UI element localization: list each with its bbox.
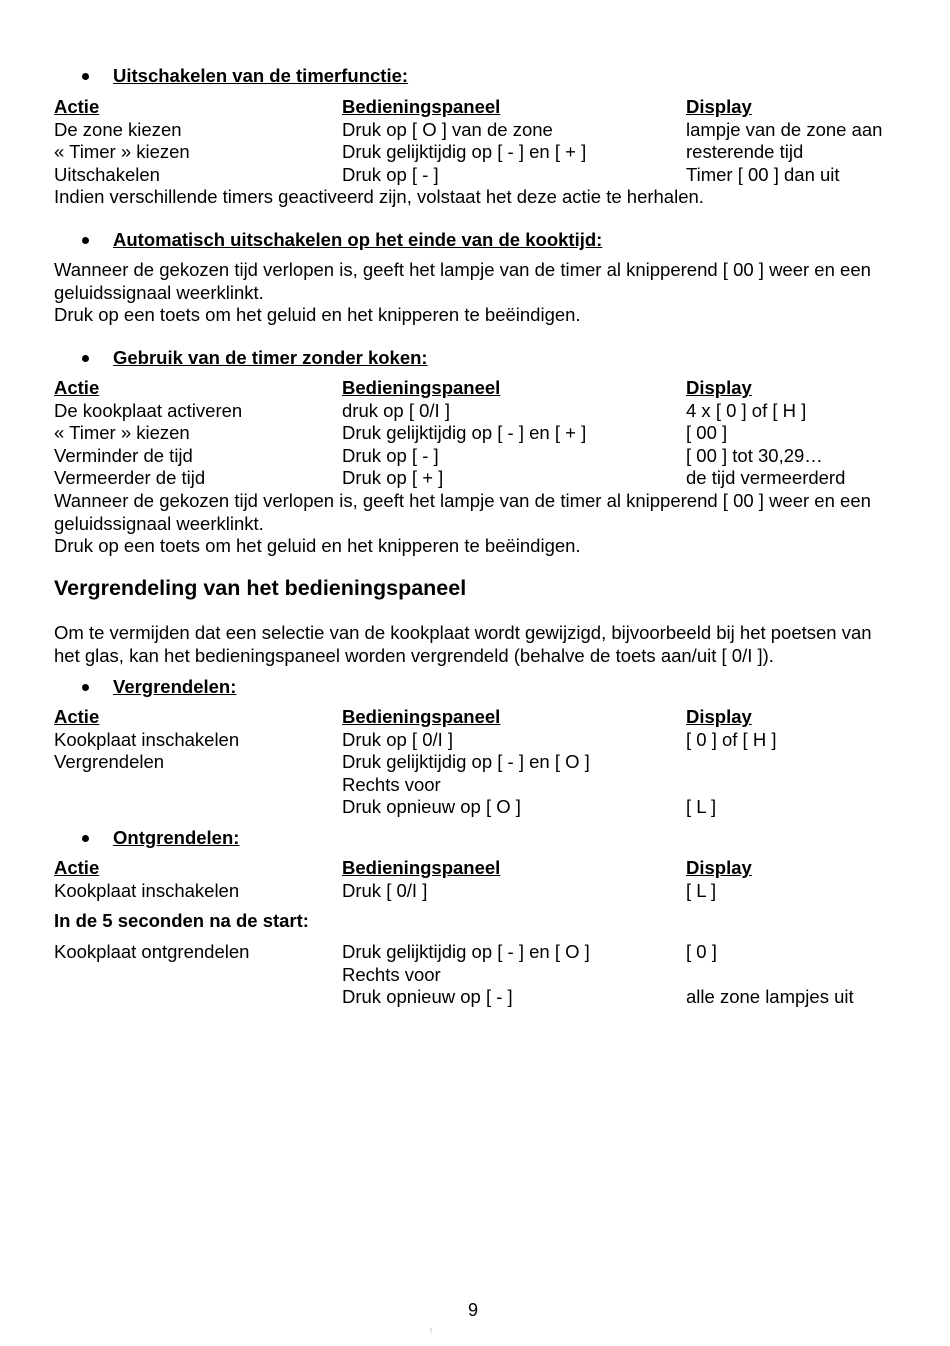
table-cell: Druk opnieuw op [ O ] [342,796,521,817]
table-cell: « Timer » kiezen [54,422,190,443]
col-header-display: Display [686,857,752,878]
table-cell: druk op [ 0/I ] [342,400,450,421]
heading-auto-off: Automatisch uitschakelen op het einde van de kooktijd: [113,229,603,250]
col-header-bedieningspaneel: Bedieningspaneel [342,857,501,878]
paragraph: Wanneer de gekozen tijd verlopen is, geeft het lampje van de timer al knipperend [ 00 ] weer en een geluidssignaal weerklinkt. [54,259,871,303]
table-cell: alle zone lampjes uit [686,986,854,1007]
table-cell: « Timer » kiezen [54,141,190,162]
bullet-icon [82,835,89,842]
table-cell: de tijd vermeerderd [686,467,846,488]
paragraph: Druk op een toets om het geluid en het knipperen te beëindigen. [54,535,581,556]
page-number: 9 [468,1300,479,1320]
table-cell: De zone kiezen [54,119,182,140]
col-header-display: Display [686,377,752,398]
paragraph: Wanneer de gekozen tijd verlopen is, geeft het lampje van de timer al knipperend [ 00 ] weer en een geluidssignaal weerklinkt. [54,490,871,534]
table-cell: [ 00 ] tot 30,29… [686,445,823,466]
col-header-actie: Actie [54,857,100,878]
table-cell: [ L ] [686,880,717,901]
unlock-subheading: In de 5 seconden na de start: [54,910,309,931]
footer-mark: ! [430,1328,432,1335]
col-header-bedieningspaneel: Bedieningspaneel [342,377,501,398]
col-header-actie: Actie [54,706,100,727]
table-cell: Rechts voor [342,774,441,795]
table-cell: Druk opnieuw op [ - ] [342,986,513,1007]
table-cell: [ 00 ] [686,422,728,443]
table-cell: 4 x [ 0 ] of [ H ] [686,400,807,421]
bullet-icon [82,355,89,362]
table-cell: Timer [ 00 ] dan uit [686,164,840,185]
table-cell: Druk op [ O ] van de zone [342,119,553,140]
paragraph-lock-intro: Om te vermijden dat een selectie van de kookplaat wordt gewijzigd, bijvoorbeeld bij het poetsen van het glas, kan het bedieningspaneel worden vergrendeld (behalve de toets aan/uit [ 0/I ]). [54,622,872,666]
table-cell: [ 0 ] of [ H ] [686,729,777,750]
bullet-icon [82,684,89,691]
table-cell: Vermeerder de tijd [54,467,206,488]
table-cell: Druk gelijktijdig op [ - ] en [ O ] [342,941,590,962]
table-cell: [ 0 ] [686,941,717,962]
table-cell: Druk gelijktijdig op [ - ] en [ + ] [342,422,587,443]
paragraph: Druk op een toets om het geluid en het knipperen te beëindigen. [54,304,581,325]
heading-lock: Vergrendelen: [113,676,237,697]
table-cell: Vergrendelen [54,751,165,772]
table-cell: Rechts voor [342,964,441,985]
col-header-display: Display [686,706,752,727]
table-cell: lampje van de zone aan [686,119,883,140]
col-header-bedieningspaneel: Bedieningspaneel [342,96,501,117]
table-cell: Druk op [ - ] [342,445,439,466]
table-cell: Kookplaat inschakelen [54,729,240,750]
col-header-display: Display [686,96,752,117]
table-cell: Kookplaat inschakelen [54,880,240,901]
table-cell: Verminder de tijd [54,445,193,466]
heading-timer-no-cook: Gebruik van de timer zonder koken: [113,347,428,368]
bullet-icon [82,73,89,80]
heading-timer-off: Uitschakelen van de timerfunctie: [113,65,409,86]
table-cell: De kookplaat activeren [54,400,243,421]
table-cell: Druk op [ + ] [342,467,444,488]
table-cell: Druk gelijktijdig op [ - ] en [ O ] [342,751,590,772]
table-cell: Druk op [ 0/I ] [342,729,454,750]
col-header-actie: Actie [54,377,100,398]
bullet-icon [82,237,89,244]
section-title-lock: Vergrendeling van het bedieningspaneel [54,576,467,600]
table-cell: Druk [ 0/I ] [342,880,428,901]
heading-unlock: Ontgrendelen: [113,827,240,848]
table-cell: [ L ] [686,796,717,817]
table-cell: Druk gelijktijdig op [ - ] en [ + ] [342,141,587,162]
table-cell: resterende tijd [686,141,804,162]
table-cell: Kookplaat ontgrendelen [54,941,250,962]
col-header-bedieningspaneel: Bedieningspaneel [342,706,501,727]
table-cell: Uitschakelen [54,164,160,185]
note-text: Indien verschillende timers geactiveerd zijn, volstaat het deze actie te herhalen. [54,186,704,207]
table-cell: Druk op [ - ] [342,164,439,185]
col-header-actie: Actie [54,96,100,117]
